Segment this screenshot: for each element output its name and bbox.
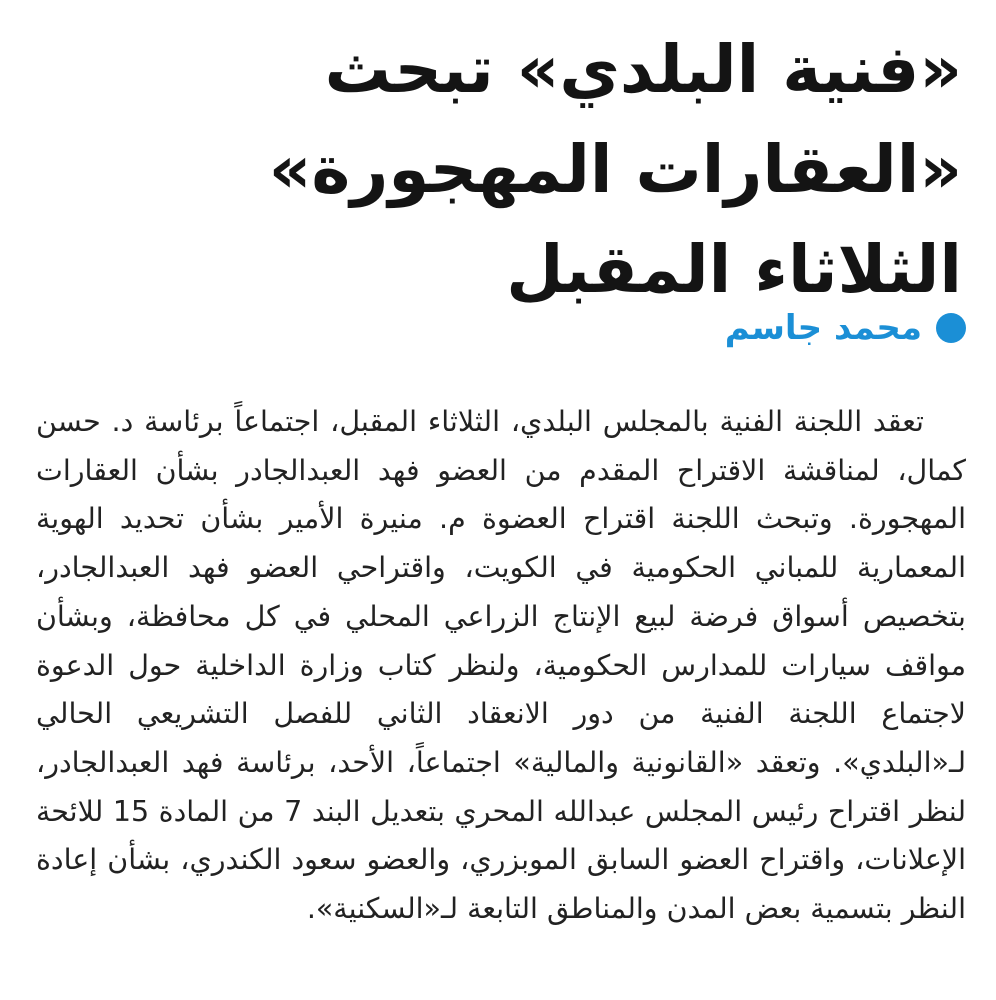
byline — [725, 300, 966, 356]
byline-dot-icon — [936, 313, 966, 343]
headline: «فنية البلدي» تبحث «العقارات المهجورة» الثلاثاء المقبل — [268, 31, 962, 308]
byline-author: محمد جاسم — [724, 308, 922, 348]
article-body: تعقد اللجنة الفنية بالمجلس البلدي، الثلاثاء المقبل، اجتماعاً برئاسة د. حسن كمال، لمناقشة الاقتراح المقدم من العضو فهد العبدالجادر بشأن العقارات المهجورة. وتبحث اللجنة اقتراح العضوة م. منيرة الأمير بشأن تحديد الهوية المعمارية للمباني الحكومية في الكويت، واقتراحي العضو فهد العبدالجادر، بتخصيص أسواق فرضة لبيع الإنتاج الزراعي المحلي في كل محافظة، وبشأن مواقف سيارات للمدارس الحكومية، ولنظر كتاب وزارة الداخلية حول الدعوة لاجتماع اللجنة الفنية من دور الانعقاد الثاني للفصل التشريعي الحالي لـ«البلدي». وتعقد «القانونية والمالية» اجتماعاً، الأحد، برئاسة فهد العبدالجادر، لنظر اقتراح رئيس المجلس عبدالله المحري بتعديل البند 7 من المادة 15 للائحة الإعلانات، واقتراح العضو السابق الموبزري، والعضو سعود الكندري، بشأن إعادة النظر بتسمية بعض المدن والمناطق التابعة لـ«السكنية». — [36, 405, 967, 926]
